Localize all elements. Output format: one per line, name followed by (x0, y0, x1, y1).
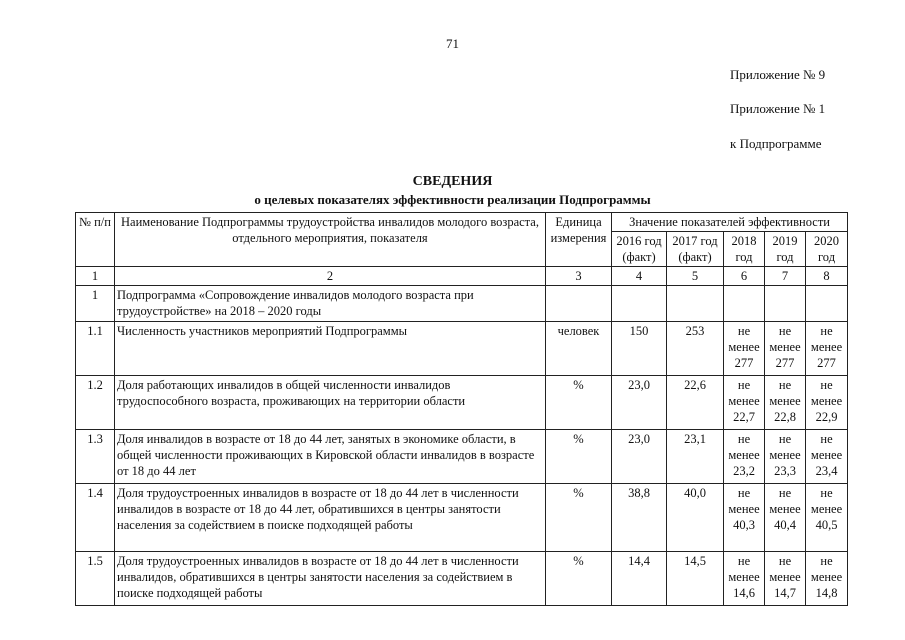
row-unit: человек (546, 322, 612, 376)
row-num: 1 (76, 286, 115, 322)
table-row (76, 484, 848, 552)
row-2019: не менее 40,4 (765, 484, 806, 552)
row-num: 1.2 (76, 376, 115, 430)
row-unit: % (546, 484, 612, 552)
col-number: 3 (546, 267, 612, 286)
document-title: СВЕДЕНИЯ (412, 174, 493, 189)
row-name: Подпрограмма «Сопровождение инвалидов молодого возраста при трудоустройстве» на 2018 – 2020 годы (115, 286, 546, 322)
row-name: Доля инвалидов в возрасте от 18 до 44 лет, занятых в экономике области, в общей численности проживающих в Кировской области инвалидов в возрасте от 18 до 44 лет (115, 430, 546, 484)
row-2019 (765, 286, 806, 322)
header-row-1 (76, 213, 848, 232)
header-num: № п/п (76, 213, 115, 267)
row-2016: 23,0 (612, 376, 667, 430)
row-2020 (806, 286, 848, 322)
row-2019: не менее 14,7 (765, 552, 806, 606)
row-2018: не менее 277 (724, 322, 765, 376)
document-subtitle: о целевых показателях эффективности реализации Подпрограммы (254, 192, 651, 207)
header-name: Наименование Подпрограммы трудоустройства инвалидов молодого возраста, отдельного мероприятия, показателя (115, 213, 546, 267)
row-name: Доля трудоустроенных инвалидов в возрасте от 18 до 44 лет в численности инвалидов в возрасте от 18 до 44 лет, обратившихся в центры занятости населения за содействием в поиске подходящей работы (115, 484, 546, 552)
row-2017 (667, 286, 724, 322)
row-2020: не менее 277 (806, 322, 848, 376)
row-2018: не менее 14,6 (724, 552, 765, 606)
column-number-row (76, 267, 848, 286)
appendix-line-2: Приложение № 1 (730, 101, 826, 116)
col-number: 8 (806, 267, 848, 286)
header-2017: 2017 год (факт) (667, 232, 724, 267)
row-2017: 23,1 (667, 430, 724, 484)
table-row (76, 322, 848, 376)
row-2019: не менее 22,8 (765, 376, 806, 430)
row-2016 (612, 286, 667, 322)
col-number: 2 (115, 267, 546, 286)
header-2020: 2020 год (806, 232, 848, 267)
row-2019: не менее 23,3 (765, 430, 806, 484)
row-unit: % (546, 430, 612, 484)
header-2019: 2019 год (765, 232, 806, 267)
header-unit: Единица измерения (546, 213, 612, 267)
row-2017: 14,5 (667, 552, 724, 606)
row-name: Доля работающих инвалидов в общей численности инвалидов трудоспособного возраста, проживающих на территории области (115, 376, 546, 430)
appendix-line-1: Приложение № 9 (730, 67, 826, 82)
row-2018 (724, 286, 765, 322)
header-values: Значение показателей эффективности (612, 213, 848, 232)
indicators-table (75, 212, 848, 606)
header-2018: 2018 год (724, 232, 765, 267)
row-unit (546, 286, 612, 322)
row-2018: не менее 22,7 (724, 376, 765, 430)
col-number: 4 (612, 267, 667, 286)
row-2017: 22,6 (667, 376, 724, 430)
header-2016: 2016 год (факт) (612, 232, 667, 267)
row-2020: не менее 14,8 (806, 552, 848, 606)
row-unit: % (546, 376, 612, 430)
col-number: 1 (76, 267, 115, 286)
row-num: 1.5 (76, 552, 115, 606)
row-2016: 150 (612, 322, 667, 376)
col-number: 7 (765, 267, 806, 286)
row-2016: 23,0 (612, 430, 667, 484)
table-row (76, 286, 848, 322)
col-number: 5 (667, 267, 724, 286)
row-2018: не менее 40,3 (724, 484, 765, 552)
row-2020: не менее 40,5 (806, 484, 848, 552)
row-num: 1.1 (76, 322, 115, 376)
row-2017: 253 (667, 322, 724, 376)
row-name: Численность участников мероприятий Подпрограммы (115, 322, 546, 376)
table-row (76, 552, 848, 606)
row-num: 1.4 (76, 484, 115, 552)
row-name: Доля трудоустроенных инвалидов в возрасте от 18 до 44 лет в численности инвалидов, обратившихся в центры занятости населения за содействием в поиске подходящей работы (115, 552, 546, 606)
row-2017: 40,0 (667, 484, 724, 552)
table-row (76, 430, 848, 484)
appendix-line-3: к Подпрограмме (730, 136, 822, 151)
page-number: 71 (446, 36, 459, 51)
col-number: 6 (724, 267, 765, 286)
row-2016: 38,8 (612, 484, 667, 552)
row-unit: % (546, 552, 612, 606)
row-2020: не менее 22,9 (806, 376, 848, 430)
row-2016: 14,4 (612, 552, 667, 606)
row-2020: не менее 23,4 (806, 430, 848, 484)
row-2018: не менее 23,2 (724, 430, 765, 484)
row-2019: не менее 277 (765, 322, 806, 376)
table-row (76, 376, 848, 430)
row-num: 1.3 (76, 430, 115, 484)
